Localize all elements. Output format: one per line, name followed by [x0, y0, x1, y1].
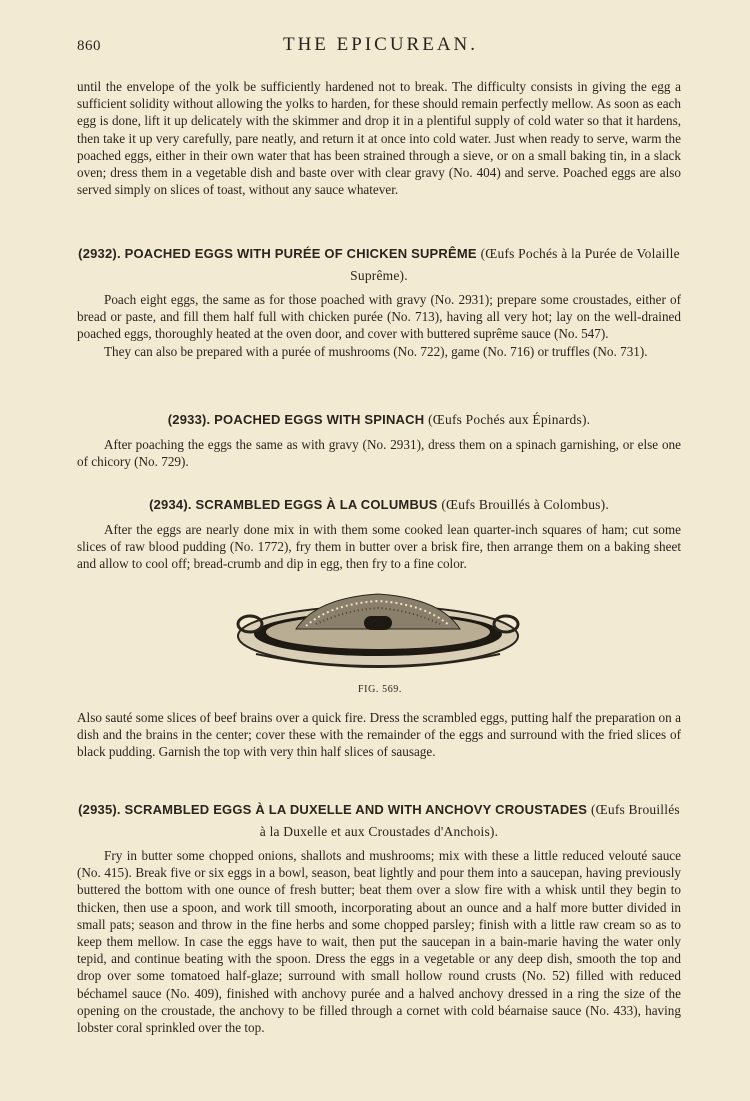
- section-2932: [77, 243, 681, 360]
- heading-title: (2933). POACHED EGGS WITH SPINACH: [167, 412, 425, 427]
- egg-dish-illustration: [236, 584, 520, 680]
- figure-caption: FIG. 569.: [357, 684, 402, 695]
- running-title: THE EPICUREAN.: [282, 34, 479, 55]
- heading-french: (Œufs Brouillés à la Duxelle et aux Croustades d'Anchois).: [259, 802, 680, 839]
- section-2933: [77, 412, 681, 470]
- heading-title: (2934). SCRAMBLED EGGS À LA COLUMBUS: [149, 497, 438, 512]
- section-2935: [77, 799, 681, 1036]
- section-2934-continued: [77, 709, 681, 761]
- heading-title: (2935). SCRAMBLED EGGS À LA DUXELLE AND WITH ANCHOVY CROUSTADES: [78, 802, 588, 817]
- intro-text: [77, 78, 681, 198]
- page-header: [77, 34, 684, 58]
- page-number: 860: [77, 38, 101, 54]
- heading-french: (Œufs Brouillés à Colombus).: [441, 497, 609, 512]
- heading-french: (Œufs Pochés à la Purée de Volaille Suprême).: [350, 246, 680, 283]
- paragraph: They can also be prepared with a purée of mushrooms (No. 722), game (No. 716) or truffles (No. 731).: [104, 343, 648, 359]
- paragraph: Poach eight eggs, the same as for those poached with gravy (No. 2931); prepare some croustades, either of bread or paste, and fill them half full with chicken purée (No. 713), having all very hot; lay on the well-drained poached eggs, thoroughly heated at the oven door, and cover with buttered suprême sauce (No. 547).: [77, 292, 681, 342]
- paragraph: Fry in butter some chopped onions, shallots and mushrooms; mix with these a little reduced velouté sauce (No. 415). Break five or six eggs in a bowl, season, beat lightly and pour them into a saucepan, having previously buttered the bottom with one ounce of fresh butter; beat them over a slow fire with a whisk until they begin to thicken, then use a spoon, and work till smooth, incorporating about an ounce and a half more butter divided in small pats; season and throw in the fine herbs and some chopped parsley; finish with a little raw cream so as to keep them mellow. In case the eggs have to wait, then put the saucepan in a bain-marie having the water only tepid, and continue beating with the spoon. Dress the eggs in a vegetable or any deep dish, smooth the top and drop over some tomatoed half-glaze; surround with small hollow round crusts (No. 52) filled with reduced béchamel sauce (No. 409), finished with anchovy purée and a halved anchovy dressed in a ring the size of the opening on the croustade, the anchovy to be filled through a cornet with cold béarnaise sauce (No. 433), having lobster coral sprinkled over the top.: [77, 848, 681, 1036]
- section-heading: [77, 243, 681, 287]
- section-heading: [77, 799, 681, 843]
- intro-paragraph: until the envelope of the yolk be sufficiently hardened not to break. The difficulty consists in giving the egg a sufficient solidity without allowing the yolks to harden, for these should remain perfectly mellow. As soon as each egg is done, lift it up delicately with the skimmer and drop it in a plentiful supply of cold water so that it hardens, then take it up very carefully, pare neatly, and return it at once into cold water. Just when ready to serve, warm the poached eggs, either in their own water that has been strained through a sieve, or on a small baking tin, in a slack oven; dress them in a vegetable dish and baste over with clear gravy (No. 404) and serve. Poached eggs are also served simply on slices of toast, without any sauce whatever.: [77, 79, 681, 198]
- section-2934: [77, 497, 681, 573]
- paragraph: Also sauté some slices of beef brains over a quick fire. Dress the scrambled eggs, putting half the preparation on a dish and the brains in the center; cover these with the remainder of the eggs and surround with the fried slices of black pudding. Garnish the top with very thin half slices of sausage.: [77, 710, 681, 760]
- paragraph: After poaching the eggs the same as with gravy (No. 2931), dress them on a spinach garnishing, or else one of chicory (No. 729).: [77, 437, 681, 470]
- heading-french: (Œufs Pochés aux Épinards).: [428, 412, 591, 427]
- section-heading: [77, 412, 681, 428]
- paragraph: After the eggs are nearly done mix in with them some cooked lean quarter-inch squares of ham; cut some slices of raw blood pudding (No. 1772), fry them in butter over a brisk fire, then arrange them on a baking sheet and allow to cool off; bread-crumb and dip in egg, then fry to a fine color.: [77, 522, 681, 572]
- section-heading: [77, 497, 681, 513]
- heading-title: (2932). POACHED EGGS WITH PURÉE OF CHICKEN SUPRÊME: [78, 246, 477, 261]
